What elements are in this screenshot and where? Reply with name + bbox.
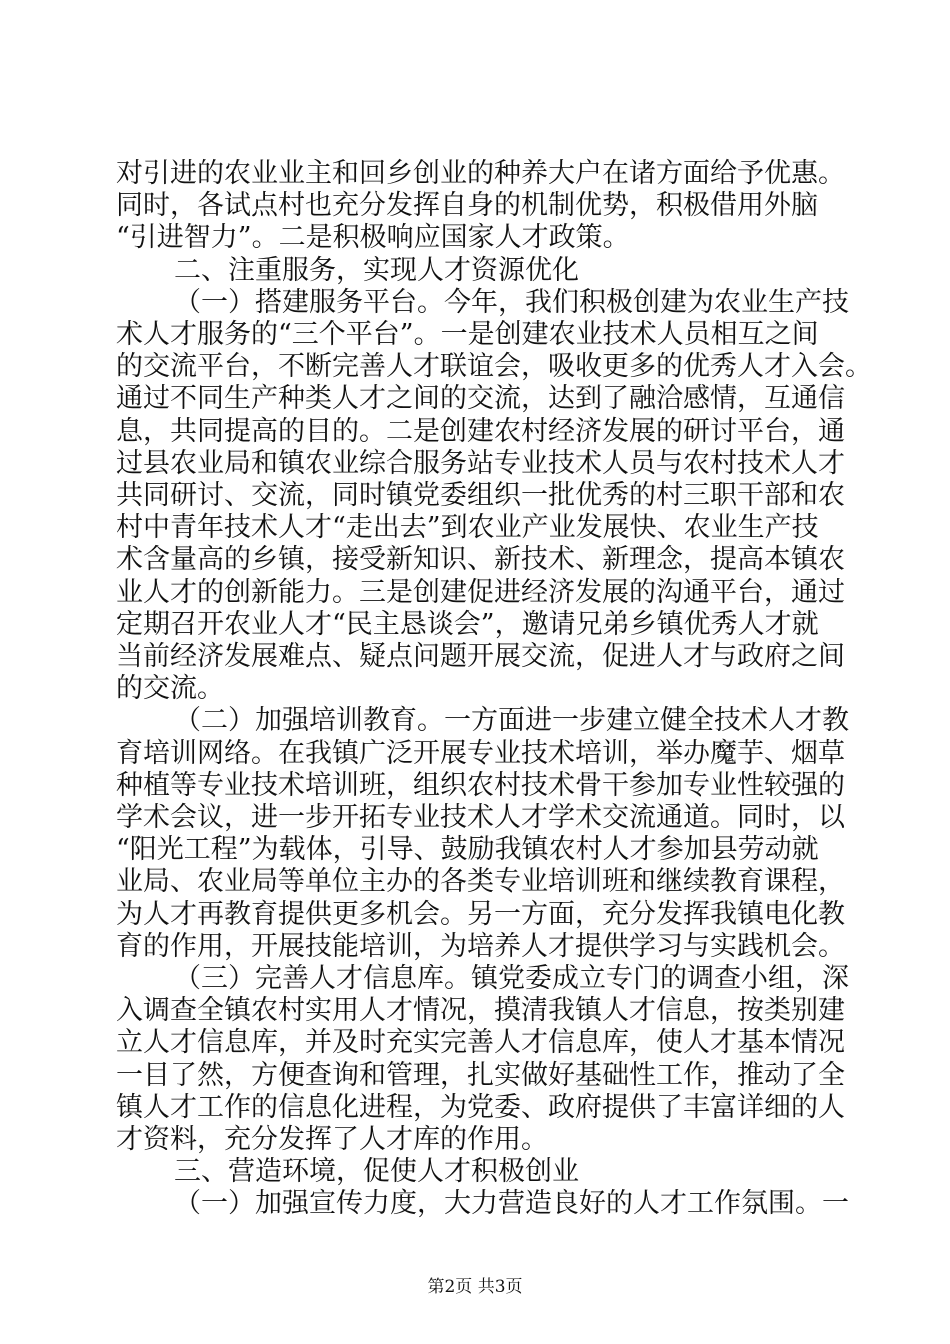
section-heading: 二、注重服务，实现人才资源优化 bbox=[174, 254, 579, 286]
body-text-line: 业人才的创新能力。三是创建促进经济发展的沟通平台，通过 bbox=[116, 576, 845, 608]
body-text-line: （二）加强培训教育。一方面进一步建立健全技术人才教 bbox=[174, 705, 849, 737]
body-text-line: “引进智力”。二是积极响应国家人才政策。 bbox=[116, 222, 630, 254]
body-text-line: 术含量高的乡镇，接受新知识、新技术、新理念，提高本镇农 bbox=[116, 544, 845, 576]
body-text-line: 业局、农业局等单位主办的各类专业培训班和继续教育课程， bbox=[116, 866, 845, 898]
body-text-line: 定期召开农业人才“民主恳谈会”，邀请兄弟乡镇优秀人才就 bbox=[116, 608, 819, 640]
body-text-line: 立人才信息库，并及时充实完善人才信息库，使人才基本情况 bbox=[116, 1027, 845, 1059]
body-text-line: 对引进的农业业主和回乡创业的种养大户在诸方面给予优惠。 bbox=[116, 158, 845, 189]
body-text-line: （一）加强宣传力度，大力营造良好的人才工作氛围。一 bbox=[174, 1188, 849, 1220]
body-text-line: 息，共同提高的目的。二是创建农村经济发展的研讨平台，通 bbox=[116, 415, 845, 447]
body-text-line: 育的作用，开展技能培训，为培养人才提供学习与实践机会。 bbox=[116, 930, 845, 962]
body-text-line: （一）搭建服务平台。今年，我们积极创建为农业生产技 bbox=[174, 286, 849, 318]
body-text-line: 通过不同生产种类人才之间的交流，达到了融洽感情，互通信 bbox=[116, 383, 845, 415]
body-text-line: 镇人才工作的信息化进程，为党委、政府提供了丰富详细的人 bbox=[116, 1091, 845, 1123]
body-text-line: 村中青年技术人才“走出去”到农业产业发展快、农业生产技 bbox=[116, 512, 819, 544]
body-text-line: 的交流。 bbox=[116, 673, 224, 705]
body-text-line: （三）完善人才信息库。镇党委成立专门的调查小组，深 bbox=[174, 963, 849, 994]
body-text-line: 一目了然，方便查询和管理，扎实做好基础性工作，推动了全 bbox=[116, 1059, 845, 1091]
body-text-line: 种植等专业技术培训班，组织农村技术骨干参加专业性较强的 bbox=[116, 769, 845, 801]
body-text-line: 当前经济发展难点、疑点问题开展交流，促进人才与政府之间 bbox=[116, 641, 845, 672]
body-text-line: 过县农业局和镇农业综合服务站专业技术人员与农村技术人才 bbox=[116, 447, 845, 479]
body-text-line: 术人才服务的“三个平台”。一是创建农业技术人员相互之间 bbox=[116, 319, 819, 350]
body-text-line: 共同研讨、交流，同时镇党委组织一批优秀的村三职干部和农 bbox=[116, 480, 845, 511]
body-text-line: 入调查全镇农村实用人才情况，摸清我镇人才信息，按类别建 bbox=[116, 995, 845, 1027]
section-heading: 三、营造环境，促使人才积极创业 bbox=[174, 1156, 579, 1188]
body-text-line: 为人才再教育提供更多机会。另一方面，充分发挥我镇电化教 bbox=[116, 898, 845, 930]
body-text-line: 才资料，充分发挥了人才库的作用。 bbox=[116, 1124, 548, 1155]
body-text-line: 学术会议，进一步开拓专业技术人才学术交流通道。同时，以 bbox=[116, 802, 845, 833]
page-footer: 第2页 共3页 bbox=[427, 1277, 523, 1297]
body-text-line: “阳光工程”为载体，引导、鼓励我镇农村人才参加县劳动就 bbox=[116, 834, 819, 866]
body-text-line: 育培训网络。在我镇广泛开展专业技术培训，举办魔芋、烟草 bbox=[116, 737, 845, 769]
body-text-line: 的交流平台，不断完善人才联谊会，吸收更多的优秀人才入会。 bbox=[116, 351, 872, 383]
body-text-line: 同时，各试点村也充分发挥自身的机制优势，积极借用外脑 bbox=[116, 190, 818, 222]
